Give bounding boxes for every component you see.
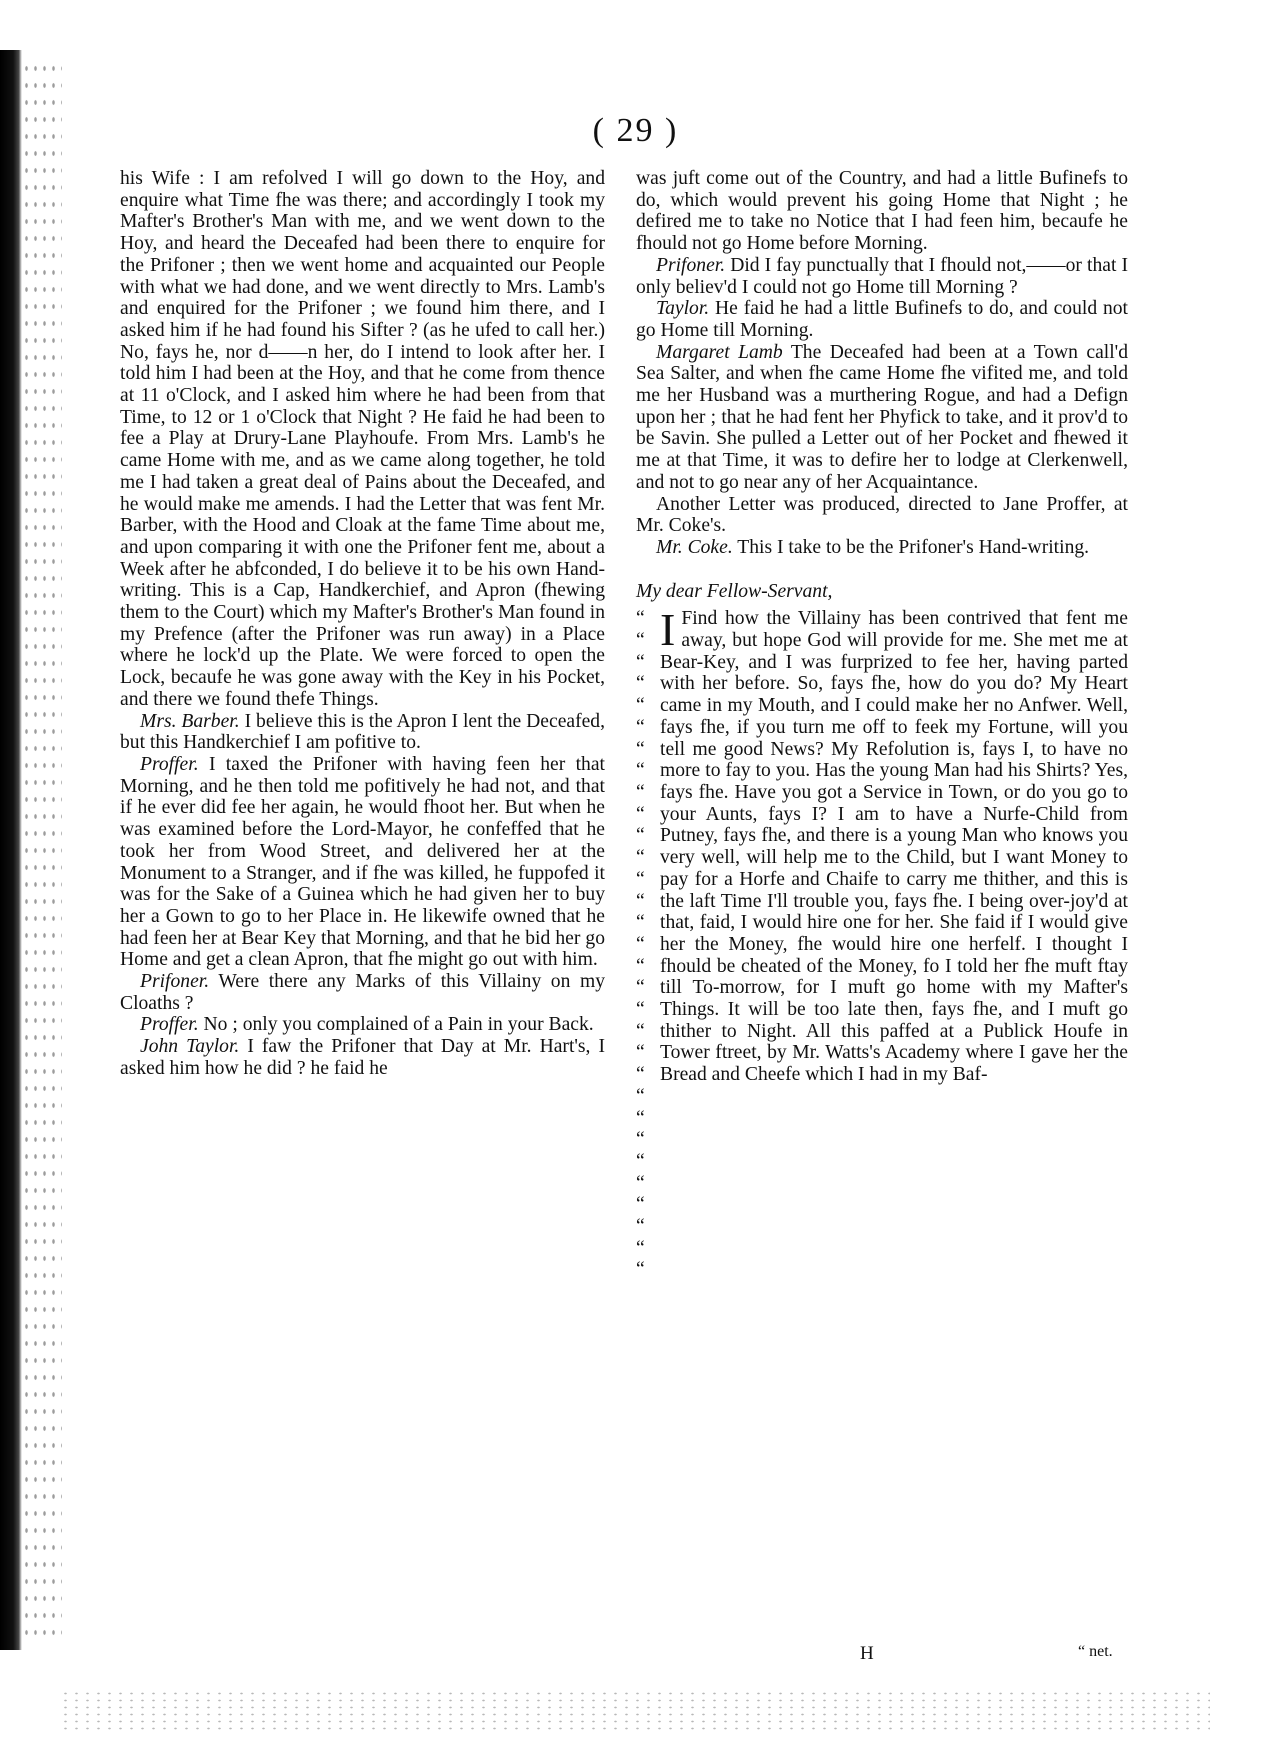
quote-marks-gutter: “ “ “ “ “ “ “ “ “ “ “ “ “ “ “ “ “ “ “ “ “ “ “ “ “ “ “ “ “ “ “ — [636, 608, 645, 1281]
testimony-text: I faw the Prifoner that Day at Mr. Hart's, I asked him how he did ? he faid he — [120, 1036, 605, 1079]
drop-cap: I — [660, 604, 676, 656]
letter-text: Find how the Villainy has been contrived that fent me away, but hope God will provide for me. She met me at Bear-Key, and I was furprized to fee her, having parted with her before. So, fays fhe, how do you do? My Heart came in my Mouth, and I could make her no Anfwer. Well, fays fhe, if you turn me off to feek my Fortune, will you tell me good News? My Refolution is, fays I, to have no more to fay to you. Has the young Man had his Shirts? Yes, fays fhe. Have you got a Service in Town, or do you go to your Aunts, fays I? I am to have a Nurfe-Child from Putney, fays fhe, and there is a young Man who knows you very well, will help me to the Child, but I want Money to pay for a Horfe and Chaife to carry me thither, and this is the laft Time I'll trouble you, fays fhe. I being over-joy'd at that, faid, I would hire one for her. She faid if I would give her the Money, fhe would hire one herfelf. I thought I fhould be cheated of the Money, fo I told her fhe muft ftay till To-morrow, for I muft go home with my Mafter's Things. It will be too late then, fays fhe, and I muft go thither to Night. All this paffed at a Publick Houfe in Tower ftreet, by Mr. Watts's Academy where I gave her the Bread and Cheefe which I had in my Baf- — [660, 608, 1128, 1086]
right-column — [636, 168, 1128, 1281]
paragraph — [120, 971, 605, 1014]
speaker-name: John Taylor. — [140, 1036, 240, 1058]
speaker-name: Prifoner. — [140, 971, 210, 993]
testimony-text: He faid he had a little Bufinefs to do, and could not go Home till Morning. — [636, 298, 1128, 341]
scan-binding-edge — [0, 50, 22, 1650]
speaker-name: Mr. Coke. — [656, 536, 733, 558]
letter-body — [660, 604, 1128, 1086]
testimony-text: The Deceafed had been at a Town call'd Sea Salter, and when fhe came Home fhe vifited me, and told me her Husband was a murthering Rogue, and had a Defign upon her ; that he had fent her Phyfick to take, and it prov'd to be Savin. She pulled a Letter out of her Pocket and fhewed it me at that Time, it was to defire her to lodge at Clerkenwell, and not to go near any of her Acquaintance. — [636, 341, 1128, 493]
paragraph: his Wife : I am refolved I will go down to the Hoy, and enquire what Time fhe was there; and accordingly I took my Mafter's Brother's Man with me, and we went down to the Hoy, and heard the Deceafed had been there to enquire for the Prifoner ; then we went home and acquainted our People with what we had done, and we went directly to Mrs. Lamb's and enquired for the Prifoner ; we found him there, and I asked him if he had found his Sifter ? (as he ufed to call her.) No, fays he, nor d——n her, do I intend to look after her. I told him I had been at the Hoy, and that he come from thence at 11 o'Clock, and I asked him where he had been from that Time, to 12 or 1 o'Clock that Night ? He faid he had been to fee a Play at Drury-Lane Playhoufe. From Mrs. Lamb's he came Home with me, and as we came along together, he told me I had taken a great deal of Pains about the Deceafed, and he would make me amends. I had the Letter that was fent Mr. Barber, with the Hood and Cloak at the fame Time about me, and upon comparing it with one the Prifoner fent me, about a Week after he abfconded, I do believe it to be his own Hand-writing. This is a Cap, Handkerchief, and Apron (fhewing them to the Court) which my Mafter's Brother's Man found in my Prefence (after the Prifoner was run away) in a Place where he lock'd up the Plate. We were forced to open the Lock, becaufe he was gone away with the Key in his Pocket, and there we found thefe Things. — [120, 168, 605, 710]
speaker-name: Proffer. — [140, 753, 199, 775]
paragraph — [636, 298, 1128, 341]
speaker-name: Proffer. — [140, 1014, 199, 1036]
scan-noise — [22, 60, 62, 1640]
paragraph — [636, 342, 1128, 494]
speaker-name: Mrs. Barber. — [140, 710, 240, 732]
page-number: ( 29 ) — [592, 112, 679, 149]
scan-bottom-noise — [60, 1690, 1210, 1730]
testimony-text: Did I fay punctually that I fhould not,——or that I only believ'd I could not go Home till Morning ? — [636, 254, 1128, 298]
testimony-text: I taxed the Prifoner with having feen her that Morning, and he then told me pofitively he had not, and that if he ever did fee her again, he would fhoot her. But when he was examined before the Lord-Mayor, he confeffed that he took her from Wood Street, and delivered her at the Monument to a Stranger, and if fhe was killed, he fuppofed it was for the Sake of a Guinea which he had given her to buy her a Gown to go to her Place in. He likewife owned that he had feen her at Bear Key that Morning, and that he bid her go Home and get a clean Apron, that fhe might go out with him. — [120, 753, 605, 971]
paragraph: was juft come out of the Country, and had a little Bufinefs to do, which would prevent his going Home that Night ; he defired me to take no Notice that I had feen him, becaufe he fhould not go Home before Morning. — [636, 168, 1128, 255]
paragraph — [120, 711, 605, 754]
paragraph: Another Letter was produced, directed to Jane Proffer, at Mr. Coke's. — [636, 493, 1128, 537]
testimony-text: I believe this is the Apron I lent the Deceafed, but this Handkerchief I am pofitive to. — [120, 710, 606, 754]
speaker-name: Taylor. — [656, 298, 710, 320]
printer-signature-mark: H — [860, 1643, 874, 1664]
quoted-letter — [636, 604, 1128, 1281]
paragraph — [120, 1036, 605, 1079]
testimony-text: This I take to be the Prifoner's Hand-writing. — [732, 536, 1090, 558]
paragraph — [120, 1014, 605, 1036]
paragraph — [120, 754, 605, 971]
left-column — [120, 168, 605, 1080]
speaker-name: Margaret Lamb — [656, 341, 783, 363]
catchword: “ net. — [1078, 1643, 1113, 1660]
paragraph — [636, 255, 1128, 298]
testimony-text: Were there any Marks of this Villainy on my Cloaths ? — [120, 971, 605, 1014]
speaker-name: Prifoner. — [656, 254, 726, 276]
testimony-text: No ; only you complained of a Pain in your Back. — [198, 1014, 594, 1036]
letter-salutation: My dear Fellow-Servant, — [636, 580, 833, 602]
paragraph — [636, 537, 1128, 559]
